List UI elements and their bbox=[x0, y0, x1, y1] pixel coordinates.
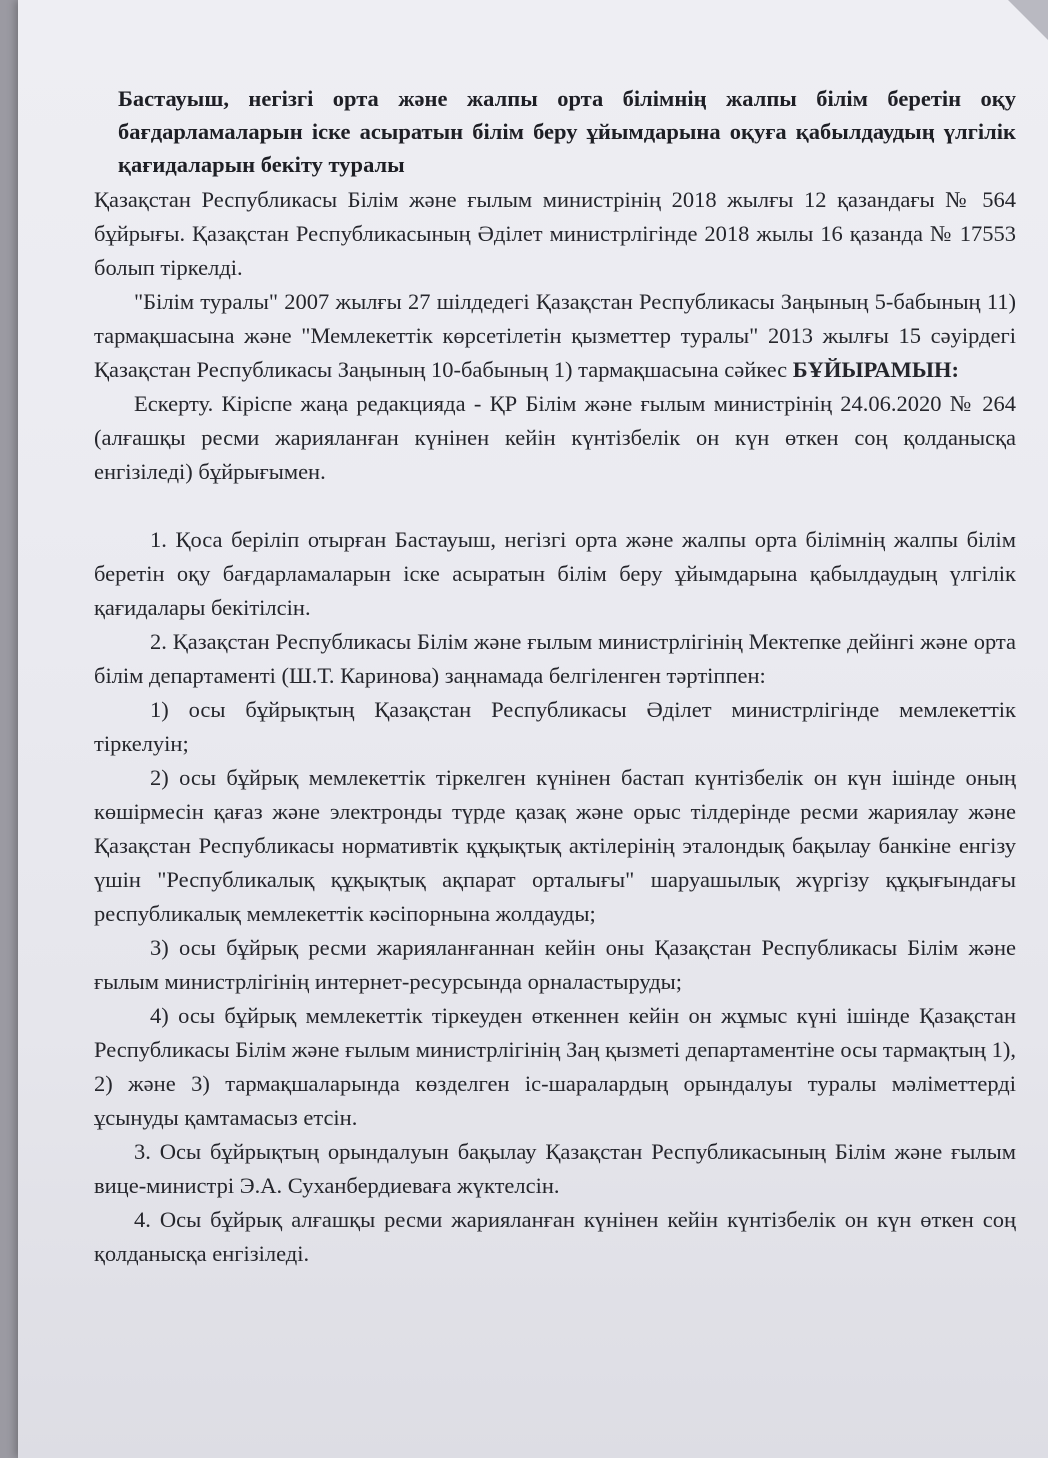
subclause-2-3: 3) осы бұйрық ресми жарияланғаннан кейін оны Қазақстан Республикасы Білім және ғылым министрлігінің интернет-ресурсында орналастыруды; bbox=[94, 935, 1016, 994]
folded-corner bbox=[1008, 0, 1048, 40]
preamble-text: "Білім туралы" 2007 жылғы 27 шілдедегі Қазақстан Республикасы Заңының 5-бабының 11) тармақшасына және "Мемлекеттік көрсетілетін қызметтер туралы" 2013 жылғы 15 сәуірдегі Қазақстан Республикасы Заңының 10-бабының 1) тармақшасына сәйкес bbox=[94, 289, 1016, 382]
preamble bbox=[94, 285, 1016, 387]
document-title: Бастауыш, негізгі орта және жалпы орта білімнің жалпы білім беретін оқу бағдарламаларын іске асыратын білім беру ұйымдарына оқуға қабылдаудың үлгілік қағидаларын бекіту туралы bbox=[118, 86, 1016, 177]
clause-4: 4. Осы бұйрық алғашқы ресми жарияланған күнінен кейін күнтізбелік он күн өткен соң қолданысқа енгізіледі. bbox=[94, 1207, 1016, 1266]
paragraph-gap bbox=[94, 489, 1016, 523]
order-word: БҰЙЫРАМЫН: bbox=[792, 357, 959, 382]
paper-sheet bbox=[18, 0, 1048, 1458]
clause-3: 3. Осы бұйрықтың орындалуын бақылау Қазақстан Республикасының Білім және ғылым вице-министрі Э.А. Суханбердиеваға жүктелсін. bbox=[94, 1139, 1016, 1198]
document-body bbox=[94, 82, 1016, 1271]
subclause-2-2: 2) осы бұйрық мемлекеттік тіркелген күнінен бастап күнтізбелік он күн ішінде оның көшірмесін қағаз және электронды түрде қазақ және орыс тілдерінде ресми жариялау және Қазақстан Республикасы нормативтік құқықтық актілерінің эталондық бақылау банкіне енгізу үшін "Республикалық құқықтық ақпарат орталығы" шаруашылық жүргізу құқығындағы республикалық мемлекеттік кәсіпорнына жолдауды; bbox=[94, 765, 1016, 926]
clause-2: 2. Қазақстан Республикасы Білім және ғылым министрлігінің Мектепке дейінгі және орта білім департаменті (Ш.Т. Каринова) заңнамада белгіленген тәртіппен: bbox=[94, 629, 1016, 688]
subclause-2-1: 1) осы бұйрықтың Қазақстан Республикасы Әділет министрлігінде мемлекеттік тіркелуін; bbox=[94, 697, 1016, 756]
document-intro: Қазақстан Республикасы Білім және ғылым министрінің 2018 жылғы 12 қазандағы № 564 бұйрығы. Қазақстан Республикасының Әділет министрлігінде 2018 жылы 16 қазанда № 17553 болып тіркелді. bbox=[94, 187, 1016, 280]
clause-1: 1. Қоса беріліп отырған Бастауыш, негізгі орта және жалпы орта білімнің жалпы білім беретін оқу бағдарламаларын іске асыратын білім беру ұйымдарына қабылдаудың үлгілік қағидалары бекітілсін. bbox=[94, 527, 1016, 620]
subclause-2-4: 4) осы бұйрық мемлекеттік тіркеуден өткеннен кейін он жұмыс күні ішінде Қазақстан Республикасы Білім және ғылым министрлігінің Заң қызметі департаментіне осы тармақтың 1), 2) және 3) тармақшаларында көзделген іс-шаралардың орындалуы туралы мәліметтерді ұсынуды қамтамасыз етсін. bbox=[94, 1003, 1016, 1130]
editorial-note: Ескерту. Кіріспе жаңа редакцияда - ҚР Білім және ғылым министрінің 24.06.2020 № 264 (алғашқы ресми жарияланған күнінен кейін күнтізбелік он күн өткен соң қолданысқа енгізіледі) бұйрығымен. bbox=[94, 391, 1016, 484]
